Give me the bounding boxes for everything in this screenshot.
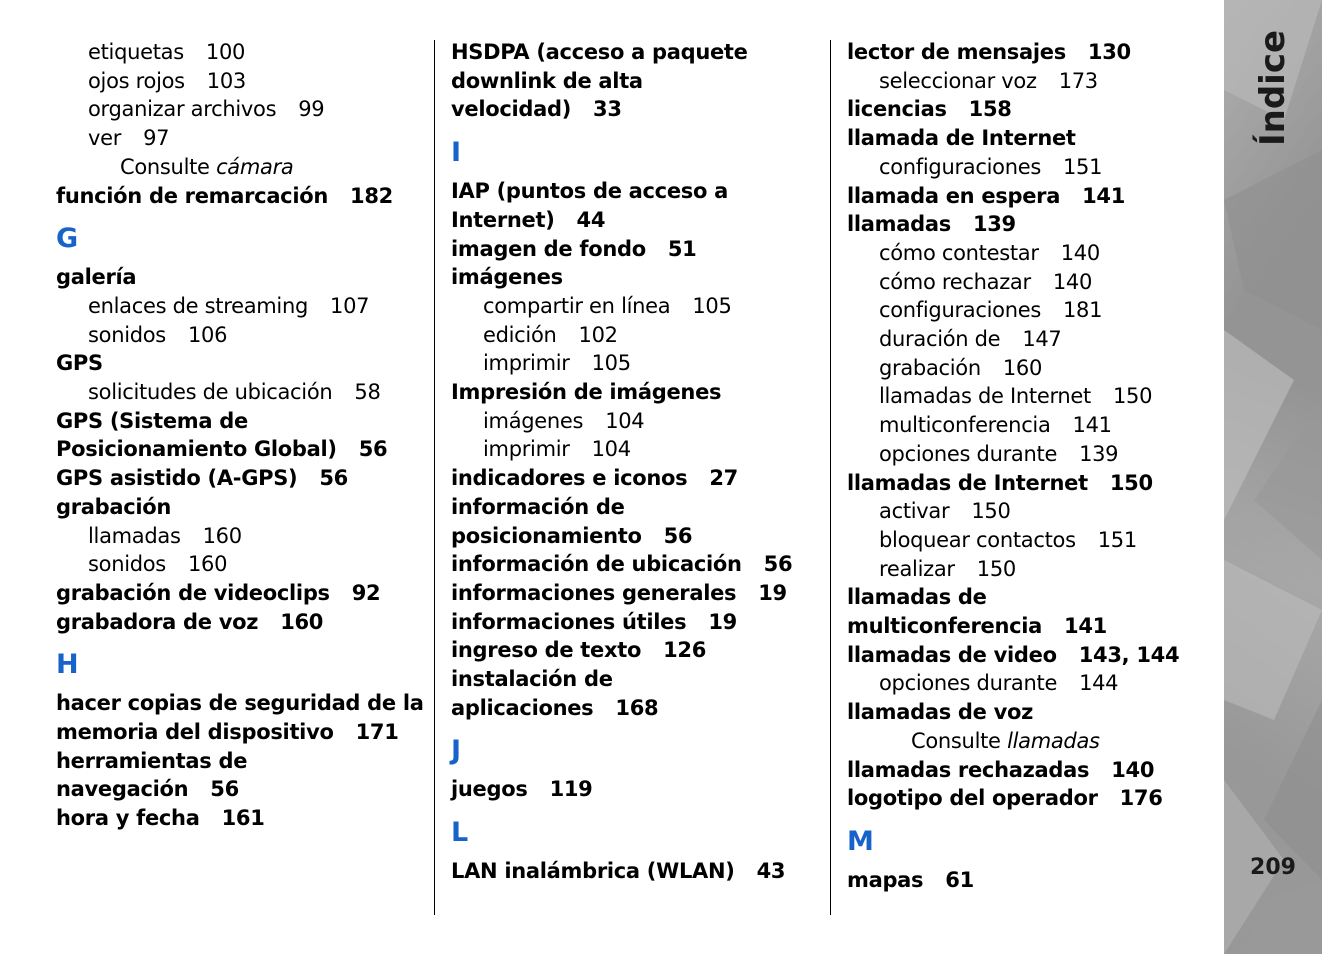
index-subentry: [847, 354, 1217, 383]
page-reference: 27: [709, 466, 738, 491]
index-entry: [56, 775, 426, 804]
entry-text: herramientas de: [56, 748, 248, 773]
page-reference: 100: [205, 40, 246, 64]
page-reference: 103: [206, 68, 246, 93]
entry-text: GPS asistido (A-GPS): [56, 466, 298, 491]
entry-text: llamadas de voz: [847, 700, 1034, 725]
index-entry: [451, 67, 821, 96]
page-reference: 151: [1097, 527, 1137, 552]
entry-text: compartir en línea: [483, 293, 671, 318]
page-reference: 141: [1064, 614, 1107, 639]
page-reference: 107: [330, 293, 370, 318]
page-reference: 19: [758, 580, 787, 605]
entry-text: edición: [483, 322, 557, 347]
index-entry: [847, 469, 1217, 498]
entry-text: Impresión de imágenes: [451, 380, 722, 405]
entry-text: configuraciones: [879, 154, 1041, 179]
index-entry: [56, 464, 426, 493]
entry-text: informaciones generales: [451, 580, 737, 605]
page-reference: 104: [605, 408, 645, 433]
index-entry: [847, 182, 1217, 211]
entry-text: Consulte: [911, 728, 1001, 753]
page-number: 209: [1250, 855, 1296, 880]
entry-text: llamadas de: [847, 585, 987, 610]
entry-text: posicionamiento: [451, 523, 642, 548]
entry-text: imágenes: [451, 265, 563, 290]
index-subentry: [847, 497, 1217, 526]
entry-text: galería: [56, 265, 137, 290]
index-entry: [847, 866, 1217, 895]
index-letter-heading: H: [56, 649, 79, 681]
index-entry: [847, 124, 1217, 153]
index-entry: [451, 775, 821, 804]
entry-text: indicadores e iconos: [451, 466, 688, 491]
entry-text: Posicionamiento Global): [56, 437, 337, 462]
page-reference: 105: [591, 351, 631, 376]
entry-text: lector de mensajes: [847, 40, 1066, 64]
page-reference: 105: [692, 293, 732, 318]
index-entry: [56, 579, 426, 608]
entry-text: memoria del dispositivo: [56, 720, 334, 745]
entry-text: juegos: [451, 777, 528, 802]
page-reference: 56: [358, 437, 388, 462]
index-entry: [451, 263, 821, 292]
index-entry: [847, 583, 1217, 612]
page-reference: 150: [976, 556, 1016, 581]
page-reference: 19: [708, 609, 737, 634]
page-reference: 150: [1113, 384, 1153, 409]
index-entry: [451, 857, 821, 886]
index-entry: [451, 378, 821, 407]
entry-text: llamadas rechazadas: [847, 757, 1090, 782]
entry-text: grabadora de voz: [56, 609, 259, 634]
page-reference: 173: [1058, 68, 1098, 93]
index-entry: [56, 718, 426, 747]
index-entry: [56, 689, 426, 718]
entry-text: mapas: [847, 867, 924, 892]
entry-text: ingreso de texto: [451, 638, 642, 663]
index-entry: [451, 550, 821, 579]
index-entry: [847, 784, 1217, 813]
index-subentry: [847, 411, 1217, 440]
entry-text: hacer copias de seguridad de la: [56, 691, 424, 716]
index-entry: [56, 435, 426, 464]
entry-text: Internet): [451, 207, 555, 232]
entry-text: grabación de videoclips: [56, 580, 330, 605]
index-entry: [847, 38, 1217, 67]
index-subentry: [451, 407, 821, 436]
entry-text: cómo contestar: [879, 240, 1039, 265]
entry-text: opciones durante: [879, 671, 1058, 696]
page-reference: 104: [591, 437, 631, 462]
page-reference: 106: [187, 322, 228, 347]
index-entry: [451, 522, 821, 551]
index-subentry: [847, 268, 1217, 297]
entry-text: llamada de Internet: [847, 126, 1076, 151]
page-reference: 43: [756, 859, 786, 884]
page-reference: 151: [1062, 154, 1103, 179]
index-subentry: [847, 526, 1217, 555]
page-reference: 44: [576, 207, 606, 232]
entry-text: activar: [879, 499, 950, 524]
entry-text: llamadas: [847, 212, 951, 237]
page-reference: 161: [221, 806, 265, 831]
entry-text: seleccionar voz: [879, 68, 1037, 93]
entry-text: imagen de fondo: [451, 236, 646, 261]
entry-text: sonidos: [88, 322, 166, 347]
entry-text: instalación de: [451, 667, 613, 692]
index-entry: [56, 407, 426, 436]
page-reference: 92: [351, 580, 381, 605]
index-entry: [56, 263, 426, 292]
entry-text: aplicaciones: [451, 695, 594, 720]
page-reference: 171: [355, 720, 399, 745]
entry-text: llamadas de video: [847, 642, 1057, 667]
page-reference: 140: [1052, 269, 1093, 294]
page-reference: 126: [663, 638, 707, 663]
index-entry: [56, 804, 426, 833]
index-subentry: [56, 67, 426, 96]
index-entry: [451, 636, 821, 665]
page-reference: 150: [1109, 470, 1153, 495]
entry-text: GPS (Sistema de: [56, 408, 248, 433]
page-reference: 119: [549, 777, 593, 802]
section-title: Índice: [1253, 29, 1293, 147]
entry-text: multiconferencia: [847, 614, 1043, 639]
entry-text: Consulte: [120, 154, 210, 179]
page-reference: 160: [280, 609, 324, 634]
page-reference: 150: [971, 499, 1011, 524]
index-subentry: [847, 382, 1217, 411]
entry-text: GPS: [56, 351, 103, 376]
page-reference: 176: [1119, 786, 1163, 811]
index-entry: [451, 608, 821, 637]
index-entry: [451, 493, 821, 522]
entry-text: llamadas: [88, 523, 181, 548]
index-subentry: [451, 349, 821, 378]
index-entry: [451, 235, 821, 264]
entry-text: grabación: [879, 355, 981, 380]
page-reference: 168: [615, 695, 659, 720]
page-reference: 144: [1079, 671, 1119, 696]
page-reference: 56: [319, 466, 348, 491]
page-reference: 143, 144: [1078, 642, 1180, 667]
page-reference: 130: [1087, 40, 1131, 64]
entry-text: llamada en espera: [847, 183, 1061, 208]
index-subentry: [847, 153, 1217, 182]
index-subentry: [847, 296, 1217, 325]
index-entry: [847, 756, 1217, 785]
page-reference: 141: [1082, 183, 1126, 208]
page-reference: 56: [663, 523, 693, 548]
see-reference-target: llamadas: [1007, 728, 1100, 753]
index-see-reference: [56, 153, 426, 182]
entry-text: llamadas de Internet: [847, 470, 1088, 495]
index-entry: [56, 493, 426, 522]
page-reference: 61: [945, 867, 974, 892]
index-letter-heading: G: [56, 223, 79, 255]
entry-text: licencias: [847, 97, 947, 122]
entry-text: navegación: [56, 777, 189, 802]
index-entry: [451, 464, 821, 493]
entry-text: duración de: [879, 327, 1001, 352]
index-entry: [847, 641, 1217, 670]
index-subentry: [847, 239, 1217, 268]
index-subentry: [56, 292, 426, 321]
index-entry: [451, 694, 821, 723]
page-reference: 160: [202, 523, 242, 548]
page-reference: 160: [1002, 355, 1043, 380]
index-subentry: [451, 435, 821, 464]
page-reference: 182: [350, 183, 393, 208]
entry-text: LAN inalámbrica (WLAN): [451, 859, 735, 884]
index-column-3: [847, 38, 1217, 895]
page-reference: 56: [210, 777, 239, 802]
chapter-sidebar: [1224, 0, 1322, 954]
index-entry: [451, 95, 821, 124]
entry-text: velocidad): [451, 97, 572, 122]
page-reference: 181: [1062, 298, 1103, 323]
entry-text: organizar archivos: [88, 97, 277, 122]
page-reference: 51: [667, 236, 697, 261]
entry-text: etiquetas: [88, 40, 184, 64]
index-subentry: [847, 325, 1217, 354]
entry-text: sonidos: [88, 552, 166, 577]
index-entry: [56, 747, 426, 776]
index-entry: [451, 665, 821, 694]
index-letter-heading: J: [451, 735, 462, 767]
entry-text: imprimir: [483, 351, 570, 376]
index-entry: [56, 182, 426, 211]
index-entry: [847, 95, 1217, 124]
entry-text: HSDPA (acceso a paquete: [451, 40, 748, 64]
entry-text: solicitudes de ubicación: [88, 380, 333, 405]
index-subentry: [56, 95, 426, 124]
index-entry: [451, 177, 821, 206]
index-subentry: [847, 440, 1217, 469]
index-subentry: [56, 550, 426, 579]
entry-text: información de: [451, 494, 625, 519]
page-reference: 147: [1022, 327, 1062, 352]
index-letter-heading: L: [451, 817, 469, 849]
index-letter-heading: M: [847, 825, 874, 857]
index-subentry: [56, 522, 426, 551]
entry-text: función de remarcación: [56, 183, 329, 208]
index-letter-heading: I: [451, 137, 462, 169]
index-subentry: [451, 292, 821, 321]
index-subentry: [56, 38, 426, 67]
index-subentry: [847, 555, 1217, 584]
index-entry: [56, 608, 426, 637]
entry-text: IAP (puntos de acceso a: [451, 179, 728, 204]
page-reference: 160: [187, 552, 228, 577]
page-reference: 140: [1060, 240, 1100, 265]
index-column-2: [451, 38, 821, 886]
index-entry: [451, 579, 821, 608]
column-divider: [434, 40, 435, 915]
entry-text: configuraciones: [879, 298, 1041, 323]
index-entry: [847, 698, 1217, 727]
index-subentry: [847, 67, 1217, 96]
index-entry: [451, 38, 821, 67]
index-subentry: [56, 124, 426, 153]
entry-text: llamadas de Internet: [879, 384, 1091, 409]
entry-text: downlink de alta: [451, 68, 643, 93]
entry-text: bloquear contactos: [879, 527, 1076, 552]
index-subentry: [451, 321, 821, 350]
page-reference: 140: [1111, 757, 1155, 782]
page-reference: 56: [763, 552, 793, 577]
entry-text: imágenes: [483, 408, 584, 433]
entry-text: realizar: [879, 556, 955, 581]
page-reference: 97: [143, 126, 170, 151]
entry-text: enlaces de streaming: [88, 293, 309, 318]
entry-text: imprimir: [483, 437, 570, 462]
entry-text: logotipo del operador: [847, 786, 1098, 811]
index-entry: [847, 210, 1217, 239]
entry-text: hora y fecha: [56, 806, 200, 831]
page-reference: 58: [354, 380, 381, 405]
page-reference: 33: [593, 97, 622, 122]
column-divider: [830, 40, 831, 915]
index-subentry: [847, 669, 1217, 698]
index-entry: [847, 612, 1217, 641]
page-reference: 158: [968, 97, 1012, 122]
entry-text: grabación: [56, 494, 172, 519]
index-subentry: [56, 378, 426, 407]
index-entry: [451, 206, 821, 235]
entry-text: informaciones útiles: [451, 609, 687, 634]
page-reference: 139: [1079, 441, 1119, 466]
entry-text: ojos rojos: [88, 68, 185, 93]
page-reference: 141: [1072, 413, 1112, 438]
page-reference: 102: [578, 322, 618, 347]
index-column-1: [56, 38, 426, 833]
entry-text: información de ubicación: [451, 552, 742, 577]
see-reference-target: cámara: [216, 154, 294, 179]
index-see-reference: [847, 727, 1217, 756]
entry-text: cómo rechazar: [879, 269, 1031, 294]
index-entry: [56, 349, 426, 378]
entry-text: opciones durante: [879, 441, 1058, 466]
index-subentry: [56, 321, 426, 350]
page-reference: 139: [972, 212, 1016, 237]
entry-text: multiconferencia: [879, 413, 1051, 438]
entry-text: ver: [88, 126, 122, 151]
page-reference: 99: [298, 97, 325, 122]
